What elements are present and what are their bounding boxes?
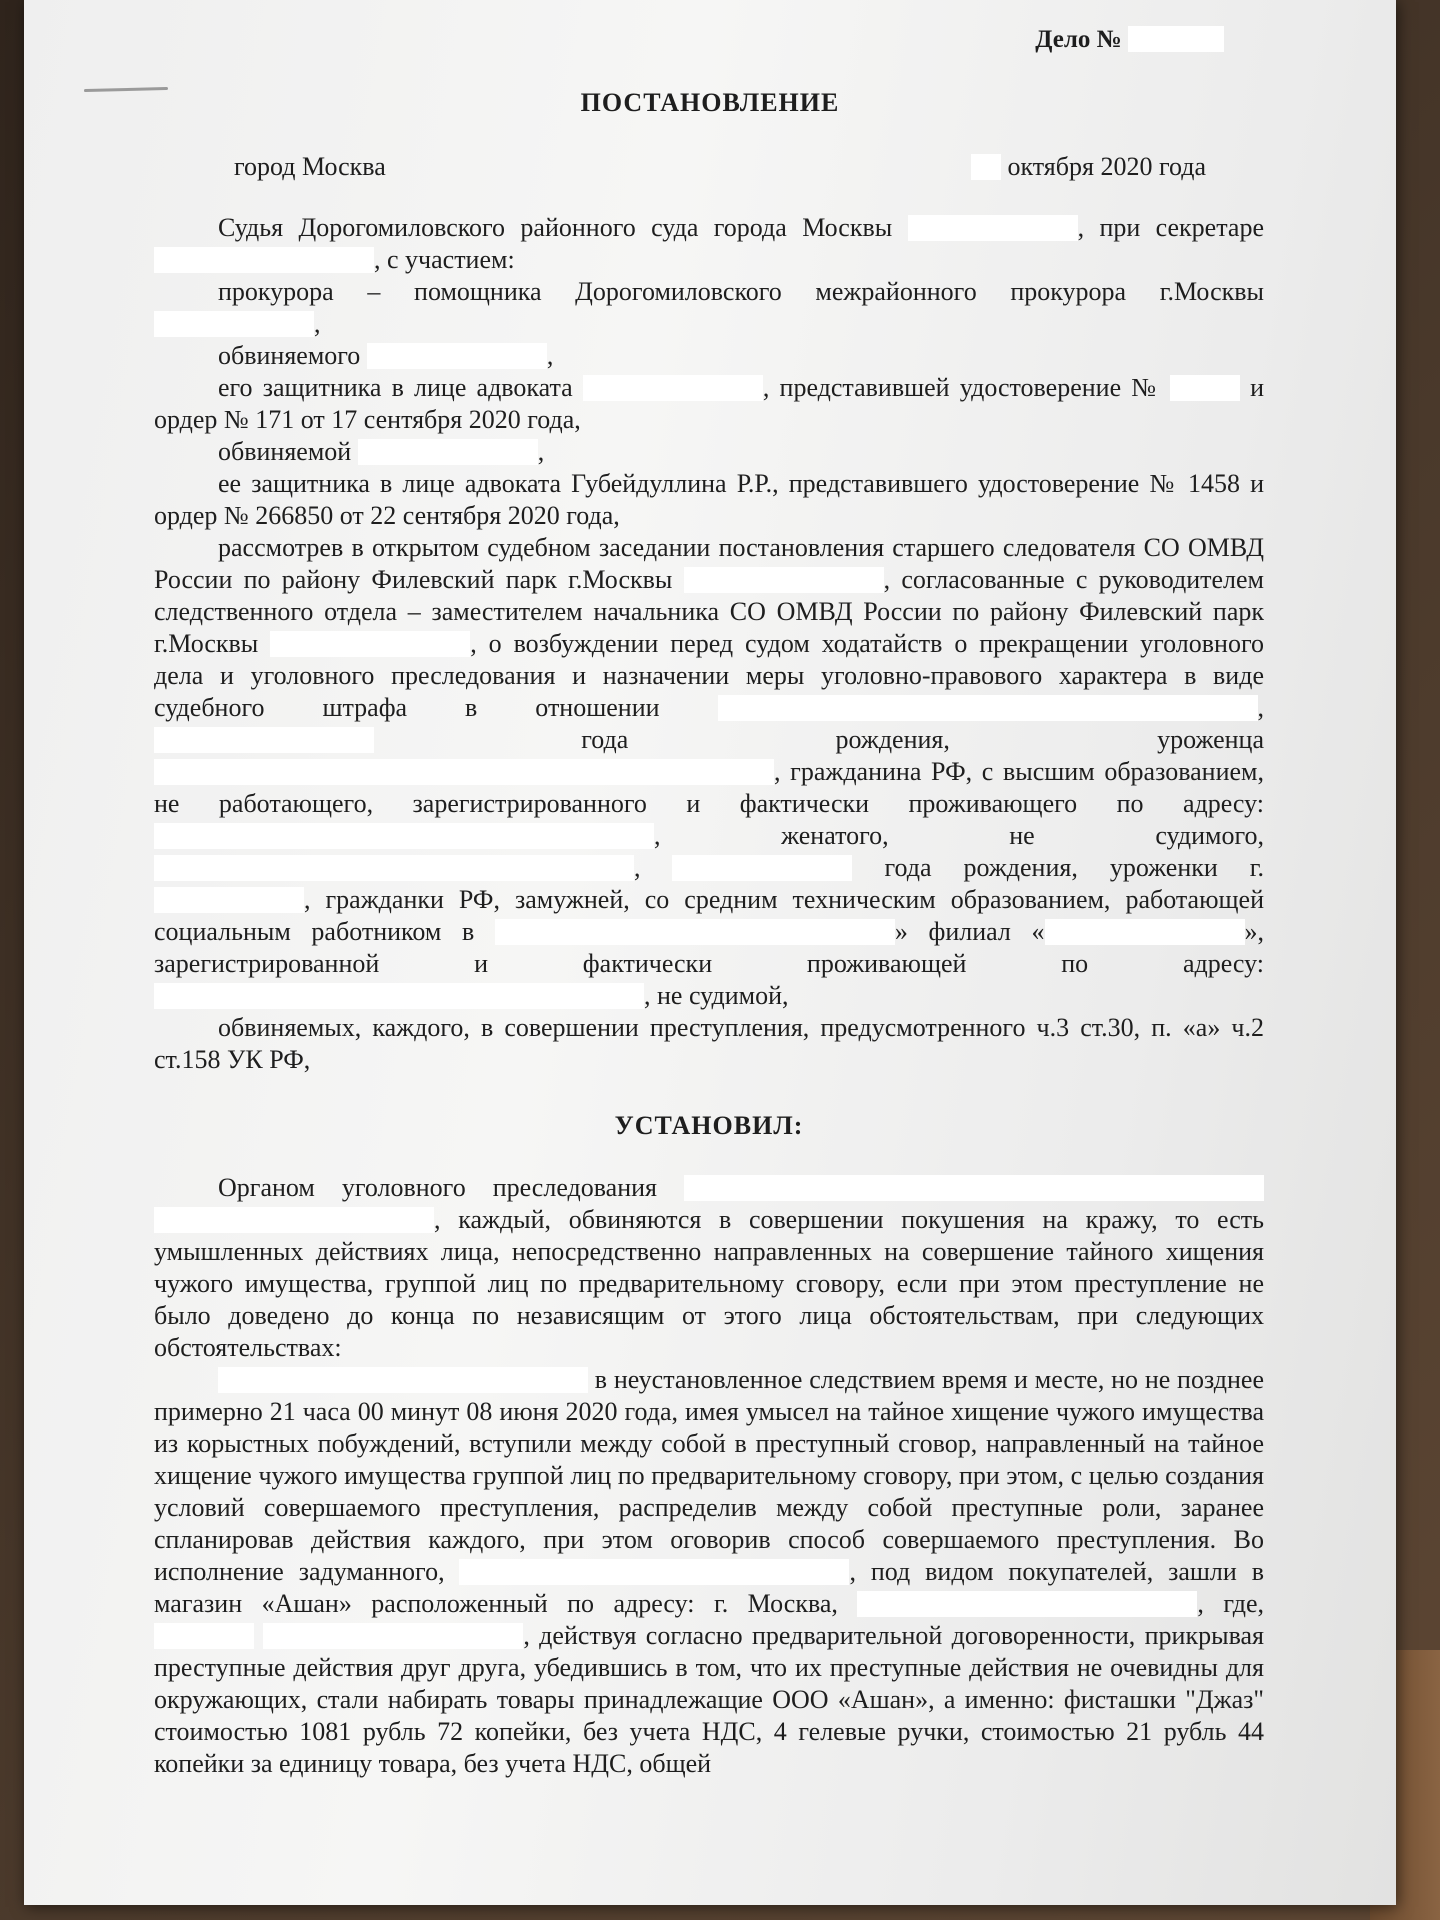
redacted-field: [459, 1559, 849, 1585]
redacted-field: [684, 1175, 1264, 1201]
paragraph-text: , где,: [1197, 1589, 1264, 1618]
paragraph-text: ее защитника в лице адвоката Губейдуллина Р.Р., представившего удостоверение № 1458 и ордер № 266850 от 22 сентября 2020 года,: [154, 469, 1264, 530]
preamble-paragraph: [154, 212, 1264, 276]
paragraph-text: его защитника в лице адвоката: [218, 373, 583, 402]
preamble-paragraph: [154, 436, 1264, 468]
redacted-field: [154, 759, 774, 785]
redacted-field: [154, 983, 644, 1009]
document-body: [154, 212, 1264, 1780]
paragraph-text: рассмотрев в открытом судебном заседании постановления старшего следователя СО ОМВД России по району Филевский парк г.Москвы: [154, 533, 1264, 594]
redacted-field: [154, 311, 314, 337]
redacted-field: [718, 695, 1258, 721]
preamble-paragraph: [154, 340, 1264, 372]
redacted-field: [154, 855, 634, 881]
redacted-field: [154, 887, 304, 913]
redacted-field: [583, 375, 763, 401]
place-date-row: [234, 152, 1206, 182]
redacted-field: [154, 1207, 434, 1233]
paragraph-text: , под видом покупателей, зашли в магазин «Ашан» расположенный по адресу: г. Москва,: [154, 1557, 1264, 1618]
paragraph-text: Органом уголовного преследования: [218, 1173, 684, 1202]
paragraph-text: года рождения, уроженки г.: [852, 853, 1264, 882]
redacted-field: [367, 343, 547, 369]
date: [971, 152, 1206, 182]
preamble: [154, 212, 1264, 1076]
redacted-field: [270, 631, 470, 657]
paragraph-text: и ордер № 171 от 17 сентября 2020 года,: [154, 373, 1264, 434]
preamble-paragraph: [154, 468, 1264, 532]
paragraph-text: » филиал «: [894, 917, 1045, 946]
paragraph-text: ,: [1257, 693, 1264, 722]
date-text: октября 2020 года: [1007, 152, 1206, 181]
paragraph-text: обвиняемой: [218, 437, 358, 466]
redacted-field: [218, 1367, 588, 1393]
redacted-field: [263, 1623, 523, 1649]
findings-paragraph: [154, 1172, 1264, 1364]
document-page: [24, 0, 1396, 1905]
preamble-paragraph: [154, 276, 1264, 340]
paragraph-text: ,: [314, 309, 321, 338]
paragraph-text: в неустановленное следствием время и месте, но не позднее примерно 21 часа 00 минут 08 июня 2020 года, имея умысел на тайное хищение чужого имущества из корыстных побуждений, вступили между собой в преступный сговор, направленный на тайное хищение чужого имущества группой лиц по предварительному сговору, при этом, с целью создания условий совершаемого преступления, распределив между собой преступные роли, заранее спланировав действия каждого, при этом оговорив способ совершаемого преступления. Во исполнение задуманного,: [154, 1365, 1264, 1586]
paragraph-text: , о возбуждении перед судом ходатайств о прекращении уголовного дела и уголовного преследования и назначении меры уголовно-правового характера в виде судебного штрафа в отношении: [154, 629, 1264, 722]
redacted-field: [684, 567, 884, 593]
redacted-field: [908, 215, 1078, 241]
case-number: [1035, 26, 1224, 54]
redacted-field: [672, 855, 852, 881]
paragraph-text: обвиняемых, каждого, в совершении преступления, предусмотренного ч.3 ст.30, п. «а» ч.2 ст.158 УК РФ,: [154, 1013, 1264, 1074]
paragraph-text: , действуя согласно предварительной договоренности, прикрывая преступные действия друг друга, убедившись в том, что их преступные действия не очевидны для окружающих, стали набирать товары принадлежащие ООО «Ашан», а именно: фисташки "Джаз" стоимостью 1081 рубль 72 копейки, без учета НДС, 4 гелевые ручки, стоимостью 21 рубль 44 копейки за единицу товара, без учета НДС, общей: [154, 1621, 1265, 1778]
paragraph-text: , женатого, не судимого,: [654, 821, 1264, 850]
redacted-field: [495, 919, 895, 945]
findings-paragraph: [154, 1364, 1264, 1780]
paragraph-text: , при секретаре: [1077, 213, 1264, 242]
redacted-field: [1170, 375, 1240, 401]
redacted-field: [154, 823, 654, 849]
redacted-field: [154, 247, 374, 273]
paragraph-text: , представившей удостоверение №: [762, 373, 1170, 402]
redacted-field: [358, 439, 538, 465]
redacted-field: [154, 1623, 254, 1649]
preamble-paragraph: [154, 532, 1264, 1012]
city: город Москва: [234, 152, 386, 181]
redacted-field: [154, 727, 374, 753]
paragraph-text: года рождения, уроженца: [374, 725, 1264, 754]
paragraph-text: », зарегистрированной и фактически проживающей по адресу:: [154, 917, 1264, 978]
paragraph-text: обвиняемого: [218, 341, 367, 370]
paragraph-text: , с участием:: [374, 245, 515, 274]
paragraph-text: [254, 1621, 263, 1650]
paragraph-text: , каждый, обвиняются в совершении покушения на кражу, то есть умышленных действиях лица, непосредственно направленных на совершение тайного хищения чужого имущества, группой лиц по предварительному сговору, если при этом преступление не было доведено до конца по независящим от этого лица обстоятельствам, при следующих обстоятельствах:: [154, 1205, 1264, 1362]
redacted-field: [857, 1591, 1197, 1617]
preamble-paragraph: [154, 372, 1264, 436]
case-number-label: Дело №: [1035, 26, 1122, 53]
paragraph-text: , гражданина РФ, с высшим образованием, не работающего, зарегистрированного и фактически проживающего по адресу:: [154, 757, 1264, 818]
preamble-paragraph: [154, 1012, 1264, 1076]
paragraph-text: ,: [546, 341, 554, 370]
redacted-field: [1045, 919, 1245, 945]
paragraph-text: Судья Дорогомиловского районного суда города Москвы: [218, 213, 908, 242]
document-title: ПОСТАНОВЛЕНИЕ: [580, 88, 840, 117]
paragraph-text: прокурора – помощника Дорогомиловского межрайонного прокурора г.Москвы: [218, 277, 1264, 306]
paragraph-text: ,: [537, 437, 545, 466]
redacted-case-number: [1128, 26, 1224, 52]
paragraph-text: , не судимой,: [644, 981, 789, 1010]
findings: [154, 1172, 1264, 1780]
redacted-day: [971, 154, 1001, 180]
paragraph-text: ,: [634, 853, 673, 882]
section-title: УСТАНОВИЛ:: [614, 1111, 804, 1140]
paragraph-text: , гражданки РФ, замужней, со средним техническим образованием, работающей социальным работником в: [154, 885, 1264, 946]
paragraph-text: , согласованные с руководителем следственного отдела – заместителем начальника СО ОМВД России по району Филевский парк г.Москвы: [154, 565, 1264, 658]
